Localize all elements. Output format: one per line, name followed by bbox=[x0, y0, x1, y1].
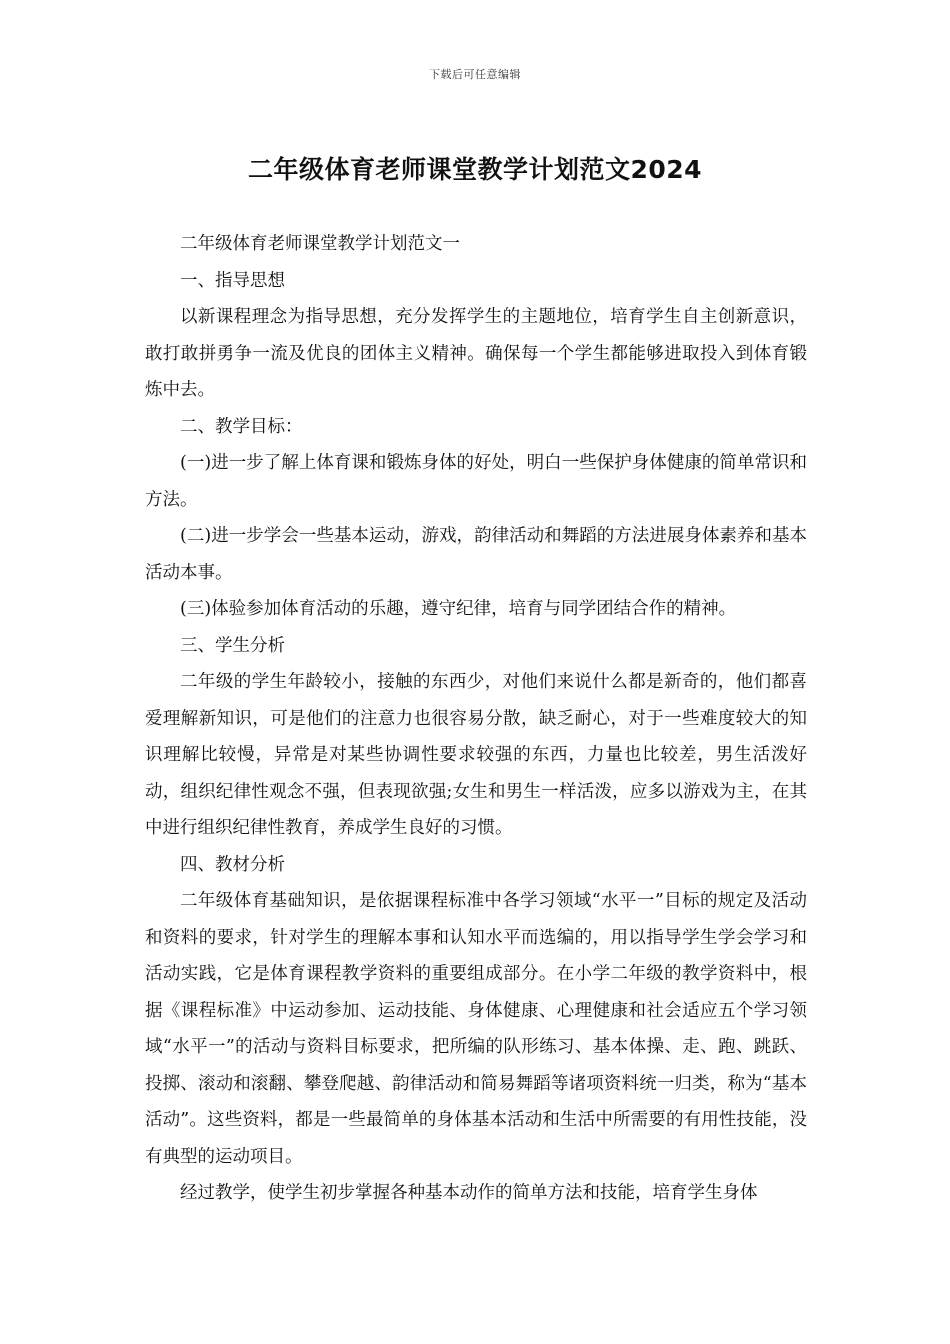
document-body bbox=[145, 226, 807, 1212]
paragraph: 二年级的学生年龄较小，接触的东西少，对他们来说什么都是新奇的，他们都喜爱理解新知识，可是他们的注意力也很容易分散，缺乏耐心，对于一些难度较大的知识理解比较慢，异常是对某些协调性要求较强的东西，力量也比较差，男生活泼好动，组织纪律性观念不强，但表现欲强;女生和男生一样活泼，应多以游戏为主，在其中进行组织纪律性教育，养成学生良好的习惯。 bbox=[145, 672, 807, 838]
document-title: 二年级体育老师课堂教学计划范文2024 bbox=[247, 155, 703, 184]
paragraph: 以新课程理念为指导思想，充分发挥学生的主题地位，培育学生自主创新意识，敢打敢拼勇争一流及优良的团体主义精神。确保每一个学生都能够进取投入到体育锻炼中去。 bbox=[145, 307, 807, 400]
paragraph-heading-3: 三、学生分析 bbox=[180, 635, 285, 656]
paragraph: 经过教学，使学生初步掌握各种基本动作的简单方法和技能，培育学生身体 bbox=[180, 1183, 758, 1203]
paragraph-heading-4: 四、教材分析 bbox=[180, 854, 285, 875]
paragraph: 二年级体育基础知识，是依据课程标准中各学习领域“水平一”目标的规定及活动和资料的要求，针对学生的理解本事和认知水平而选编的，用以指导学生学会学习和活动实践，它是体育课程教学资料的重要组成部分。在小学二年级的教学资料中，根据《课程标准》中运动参加、运动技能、身体健康、心理健康和社会适应五个学习领域“水平一”的活动与资料目标要求，把所编的队形练习、基本体操、走、跑、跳跃、投掷、滚动和滚翻、攀登爬越、韵律活动和简易舞蹈等诸项资料统一归类，称为“基本活动”。这些资料，都是一些最简单的身体基本活动和生活中所需要的有用性技能，没有典型的运动项目。 bbox=[145, 891, 807, 1167]
header-note: 下载后可任意编辑 bbox=[429, 68, 521, 81]
paragraph: (三)体验参加体育活动的乐趣，遵守纪律，培育与同学团结合作的精神。 bbox=[180, 599, 737, 619]
paragraph: (一)进一步了解上体育课和锻炼身体的好处，明白一些保护身体健康的简单常识和方法。 bbox=[145, 453, 807, 510]
paragraph-heading-1: 一、指导思想 bbox=[180, 270, 285, 291]
paragraph-heading-2: 二、教学目标： bbox=[180, 416, 303, 437]
paragraph: (二)进一步学会一些基本运动，游戏，韵律活动和舞蹈的方法进展身体素养和基本活动本事。 bbox=[145, 526, 807, 583]
paragraph-subtitle: 二年级体育老师课堂教学计划范文一 bbox=[180, 234, 460, 254]
